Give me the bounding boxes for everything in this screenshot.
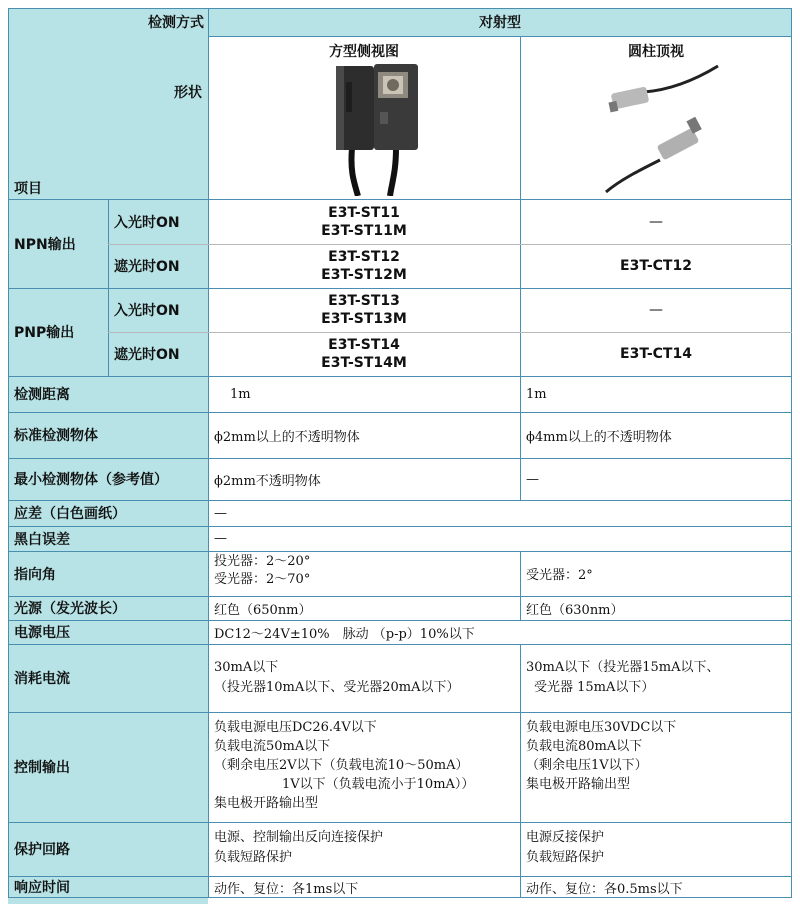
bw-error-value: — xyxy=(214,531,227,546)
detection-method-label: 检测方式 xyxy=(148,15,204,31)
spec-row-line xyxy=(8,822,792,823)
spec-row-line xyxy=(8,526,792,527)
spec-row-line xyxy=(8,596,792,597)
angle-receiver: 受光器：2～70° xyxy=(214,572,311,587)
detection-distance-v1: 1m xyxy=(230,386,251,402)
model-number: E3T-ST12M xyxy=(321,267,407,283)
output-section-bottom xyxy=(8,376,792,377)
response-time-label: 响应时间 xyxy=(14,880,70,896)
value-column-divider-low xyxy=(520,644,521,898)
pnp-light-cyl-model: — xyxy=(649,302,663,318)
response-time-v1: 动作、复位：各1ms以下 xyxy=(214,881,359,897)
cylinder-top-view-header: 圆柱顶视 xyxy=(628,44,684,60)
npn-light-models xyxy=(208,199,520,244)
table-border-left xyxy=(8,8,9,898)
light-source-label: 光源（发光波长） xyxy=(14,601,126,617)
npn-dark-models xyxy=(208,244,520,288)
header-type-line xyxy=(208,36,792,37)
protection-circuit-v2 xyxy=(526,828,792,872)
standard-object-v2: ϕ4mm以上的不透明物体 xyxy=(526,429,672,445)
detection-distance-label: 检测距离 xyxy=(14,387,70,403)
control-output-v2 xyxy=(526,718,792,818)
response-time-v2: 动作、复位：各0.5ms以下 xyxy=(526,881,683,897)
detection-distance-v2: 1m xyxy=(526,386,547,402)
protection-line: 负载短路保护 xyxy=(214,850,293,865)
output-row-line xyxy=(108,244,792,245)
square-sensor-image xyxy=(320,62,430,196)
control-line: 负载电流80mA以下 xyxy=(526,739,643,754)
light-source-v1: 红色（650nm） xyxy=(214,602,312,618)
sensor-type-header: 对射型 xyxy=(479,15,521,31)
value-column-divider-mid xyxy=(520,551,521,620)
spec-row-line xyxy=(8,458,792,459)
supply-voltage-value: DC12～24V±10% 脉动 （p-p）10%以下 xyxy=(214,626,475,642)
model-number: E3T-ST14 xyxy=(328,337,400,353)
min-object-v1: ϕ2mm不透明物体 xyxy=(214,473,321,489)
standard-object-label: 标准检测物体 xyxy=(14,428,98,444)
pnp-light-models xyxy=(208,288,520,332)
supply-voltage-label: 电源电压 xyxy=(14,625,70,641)
light-source-v2: 红色（630nm） xyxy=(526,602,624,618)
npn-output-label: NPN输出 xyxy=(14,236,76,253)
table-border-top xyxy=(8,8,792,9)
pnp-dark-on-label: 遮光时ON xyxy=(114,347,180,363)
npn-light-cyl-model: — xyxy=(649,213,663,230)
table-border-bottom xyxy=(8,897,792,898)
spec-row-line xyxy=(8,500,792,501)
npn-dark-cyl-model: E3T-CT12 xyxy=(620,258,692,274)
output-row-line xyxy=(108,332,792,333)
current-consumption-v2 xyxy=(526,658,792,702)
standard-object-v1: ϕ2mm以上的不透明物体 xyxy=(214,429,360,445)
hysteresis-value: — xyxy=(214,505,227,521)
spec-row-line xyxy=(8,551,792,552)
directional-angle-v2: 受光器：2° xyxy=(526,568,593,583)
model-number: E3T-ST11M xyxy=(321,222,407,239)
hysteresis-label: 应差（白色画纸） xyxy=(14,506,126,522)
npn-dark-on-label: 遮光时ON xyxy=(114,259,180,275)
shape-label: 形状 xyxy=(174,85,202,101)
header-left-bg xyxy=(8,8,208,199)
pnp-light-on-label: 入光时ON xyxy=(114,303,180,319)
pnp-dark-cyl-model: E3T-CT14 xyxy=(620,346,692,362)
model-number: E3T-ST11 xyxy=(328,204,400,221)
spec-row-line xyxy=(8,620,792,621)
pnp-dark-models xyxy=(208,332,520,376)
npn-light-on-label: 入光时ON xyxy=(114,214,180,231)
model-number: E3T-ST14M xyxy=(321,355,407,371)
spec-row-line xyxy=(8,712,792,713)
control-line: 负载电源电压30VDC以下 xyxy=(526,720,677,735)
directional-angle-v1 xyxy=(214,553,514,595)
protection-line: 负载短路保护 xyxy=(526,850,605,865)
bw-error-label: 黑白误差 xyxy=(14,531,70,548)
label-column-divider xyxy=(208,8,209,898)
current-total: 30mA以下 xyxy=(214,660,279,675)
value-column-divider-top xyxy=(520,36,521,500)
header-bottom-line xyxy=(8,199,792,200)
model-number: E3T-ST13M xyxy=(321,311,407,327)
spec-row-line xyxy=(8,412,792,413)
model-number: E3T-ST12 xyxy=(328,249,400,265)
spec-row-line xyxy=(8,876,792,877)
current-consumption-label: 消耗电流 xyxy=(14,671,70,687)
item-label: 项目 xyxy=(14,181,42,197)
current-consumption-v1 xyxy=(214,658,518,702)
square-side-view-header: 方型侧视图 xyxy=(329,44,399,60)
protection-line: 电源、控制输出反向连接保护 xyxy=(214,830,384,845)
control-line: 负载电流50mA以下 xyxy=(214,739,331,754)
model-number: E3T-ST13 xyxy=(328,293,400,309)
pnp-output-label: PNP输出 xyxy=(14,325,75,341)
table-border-right xyxy=(791,8,792,898)
protection-line: 电源反接保护 xyxy=(526,830,605,845)
spec-row-line xyxy=(8,644,792,645)
angle-emitter: 投光器：2～20° xyxy=(214,554,311,569)
protection-circuit-label: 保护回路 xyxy=(14,842,70,858)
current-detail: （投光器10mA以下、受光器20mA以下） xyxy=(214,680,460,695)
min-object-v2: — xyxy=(526,471,539,487)
control-output-label: 控制输出 xyxy=(14,760,70,776)
current-total: 30mA以下（投光器15mA以下、 xyxy=(526,660,720,675)
control-output-v1 xyxy=(214,718,518,818)
protection-circuit-v1 xyxy=(214,828,518,872)
directional-angle-label: 指向角 xyxy=(14,566,56,583)
min-object-label: 最小检测物体（参考值） xyxy=(14,472,168,488)
control-line: （剩余电压1V以下） xyxy=(526,758,648,773)
output-group-line xyxy=(8,288,792,289)
control-line: 1V以下（负载电流小于10mA）） xyxy=(282,777,475,792)
control-line: 负载电源电压DC26.4V以下 xyxy=(214,720,377,735)
cylinder-sensor-image xyxy=(600,62,720,196)
current-detail: 受光器 15mA以下） xyxy=(534,680,655,695)
control-line: （剩余电压2V以下（负载电流10～50mA） xyxy=(214,758,469,773)
control-line: 集电极开路输出型 xyxy=(214,796,319,811)
control-line: 集电极开路输出型 xyxy=(526,777,631,792)
